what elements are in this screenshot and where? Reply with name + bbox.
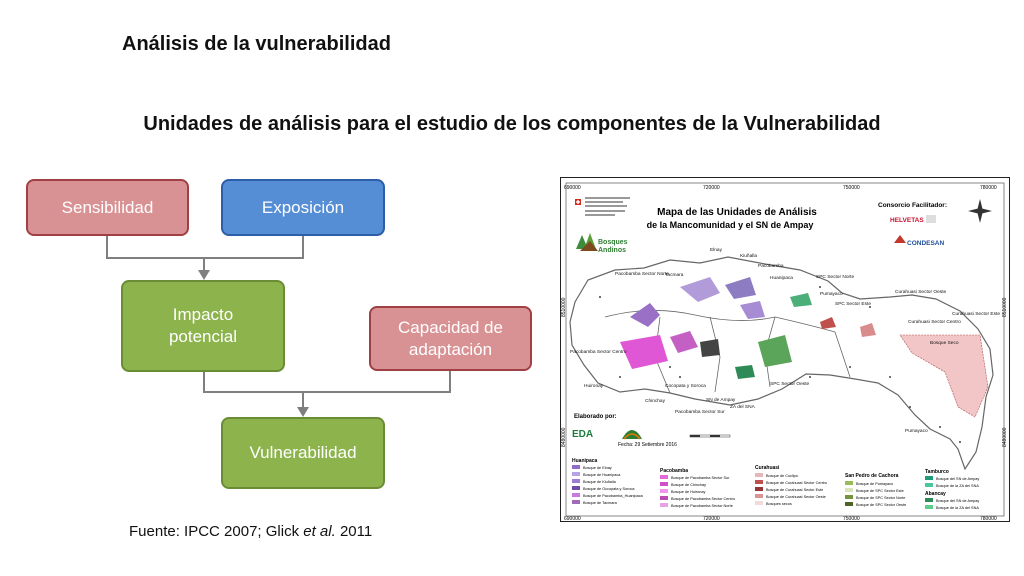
legend-item: Bosque de Pacobamba Sector Norte	[671, 504, 733, 508]
capacidad-label-1: Capacidad de	[398, 317, 503, 337]
place-tacmara: Tacmara	[665, 273, 684, 278]
arrow-head-1	[198, 270, 210, 280]
legend-item: Bosque de SPC Sector Oeste	[856, 503, 907, 507]
place-huanipaca: Huanipaca	[770, 276, 793, 281]
place-sn-ampay: SN de Ampay	[706, 398, 736, 403]
source-prefix: Fuente: IPCC 2007; Glick	[129, 523, 304, 540]
map-title-line-2: de la Mancomunidad y el SN de Ampay	[646, 220, 814, 230]
place-pacobamba-norte: Pacobamba Sector Norte	[615, 272, 669, 277]
legend-item: Bosque de Elnay	[583, 466, 612, 470]
legend-item: Bosque del SN de Ampay	[936, 477, 980, 481]
legend-item: Bosque de Kiuñalla	[583, 480, 616, 484]
place-occopata: Cocopata y Soroca	[665, 384, 706, 389]
legend-item: Bosque de la ZA del SNA	[936, 506, 979, 510]
legend-group-spc: San Pedro de Cachora	[845, 473, 899, 479]
legend-item: Bosques secos	[766, 502, 792, 506]
legend-group-huanipaca: Huanipaca	[572, 458, 598, 464]
slide-subtitle: Unidades de análisis para el estudio de los componentes de la Vulnerabilidad	[143, 113, 881, 135]
legend-group-abancay: Abancay	[925, 491, 946, 497]
legend-item: Bosque de Huironay	[671, 490, 706, 494]
legend-group-tamburco: Tamburco	[925, 469, 949, 475]
place-chinchay: Chinchay	[645, 399, 665, 404]
place-elnay: Elnay	[710, 248, 722, 253]
place-pumayaco-top: Pumayaco	[820, 292, 843, 297]
legend-item: Bosque de Pacobamba Sector Sur	[671, 476, 730, 480]
place-spc-norte: SPC Sector Norte	[816, 275, 855, 280]
vulnerability-map	[560, 177, 1010, 522]
x-tick-bottom-1: 690000	[564, 516, 581, 522]
slide-heading: Análisis de la vulnerabilidad	[122, 33, 391, 55]
place-spc-este: SPC Sector Este	[835, 302, 871, 307]
helvetas-logo: HELVETAS	[890, 217, 924, 224]
legend-item: Bosque de Curahuasi Sector Centro	[766, 481, 827, 485]
y-tick-left-1: 8510000	[561, 297, 567, 317]
place-za-sna: ZA del SNA	[730, 405, 755, 410]
source-citation	[129, 523, 372, 540]
x-tick-top-4: 780000	[980, 185, 997, 191]
y-tick-right-1: 8510000	[1002, 297, 1008, 317]
vulnerabilidad-label: Vulnerabilidad	[249, 443, 357, 462]
legend-item: Bosque de Curahuasi Sector Este	[766, 488, 824, 492]
legend-item: Bosque del SN de Ampay	[936, 499, 980, 503]
place-curahuasi-este: Curahuasi Sector Este	[952, 312, 1000, 317]
y-tick-left-2: 8480000	[561, 427, 567, 447]
legend-item: Bosque de Pacobamba_Huanipaca	[583, 494, 643, 498]
x-tick-top-2: 720000	[703, 185, 720, 191]
eda-logo: EDA	[572, 429, 594, 440]
impacto-label-2: potencial	[168, 327, 238, 346]
capacidad-adaptacion-box	[369, 306, 532, 371]
legend-item: Bosque de Curahuasi Sector Oeste	[766, 495, 826, 499]
arrow-head-2	[297, 407, 309, 417]
legend-item: Bosque de Cocllpo	[766, 474, 798, 478]
x-tick-bottom-2: 720000	[703, 516, 720, 522]
map-date: Fecha: 29 Setiembre 2016	[618, 442, 677, 448]
place-curahuasi-oeste: Curahuasi Sector Oeste	[895, 290, 947, 295]
legend-item: Bosque de Tacmara	[583, 501, 617, 505]
sensibilidad-box	[26, 179, 189, 236]
place-bosque-seco: Bosque Seco	[930, 341, 959, 346]
consorcio-label: Consorcio Facilitador:	[878, 202, 947, 209]
vulnerabilidad-box	[221, 417, 385, 489]
svg-text:Andinos: Andinos	[598, 247, 626, 254]
x-tick-bottom-4: 780000	[980, 516, 997, 522]
legend-item: Bosque de Pacobamba Sector Centro	[671, 497, 735, 501]
place-huironay: Huironay	[584, 384, 604, 389]
impacto-label-1: Impacto	[172, 305, 234, 324]
elaborado-label: Elaborado por:	[574, 414, 617, 420]
legend-item: Bosque de Huanipaca	[583, 473, 621, 477]
legend-item: Bosque de SPC Sector Este	[856, 489, 904, 493]
legend-item: Bosque de Pumayaco	[856, 482, 894, 486]
source-suffix: 2011	[335, 523, 373, 540]
x-tick-top-3: 750000	[843, 185, 860, 191]
capacidad-label-2: adaptación	[408, 339, 493, 359]
legend-item: Bosque de Occopata y Soroca	[583, 487, 635, 491]
place-pacobamba-centro: Pacobamba Sector Centro	[570, 350, 627, 355]
condesan-logo: CONDESAN	[907, 240, 945, 247]
legend-item: Bosque de SPC Sector Norte	[856, 496, 906, 500]
legend-group-pacobamba: Pacobamba	[660, 468, 689, 474]
legend-item: Bosque de Chinchay	[671, 483, 707, 487]
place-curahuasi-centro: Curahuasi Sector Centro	[908, 320, 961, 325]
source-italic: et al.	[303, 523, 336, 540]
exposicion-box	[221, 179, 385, 236]
place-pacobamba: Pacobamba	[758, 264, 784, 269]
y-tick-right-2: 8480000	[1002, 427, 1008, 447]
place-spc-oeste: SPC Sector Oeste	[770, 382, 810, 387]
place-pacobamba-sur: Pacobamba Sector Sur	[675, 410, 725, 415]
map-title-line-1: Mapa de las Unidades de Análisis	[657, 207, 817, 218]
place-kiunalla: Kiuñalla	[740, 254, 758, 259]
x-tick-top-1: 690000	[564, 185, 581, 191]
scale-bar	[690, 435, 730, 437]
x-tick-bottom-3: 750000	[843, 516, 860, 522]
legend-group-curahuasi: Curahuasi	[755, 465, 780, 471]
sensibilidad-label: Sensibilidad	[61, 197, 154, 217]
place-pumayaco-bottom: Pumayaco	[905, 429, 928, 434]
impacto-potencial-box	[121, 280, 285, 372]
legend-item: Bosque de la ZA del SNA	[936, 484, 979, 488]
svg-text:Bosques: Bosques	[598, 239, 628, 246]
exposicion-label: Exposición	[261, 197, 345, 217]
